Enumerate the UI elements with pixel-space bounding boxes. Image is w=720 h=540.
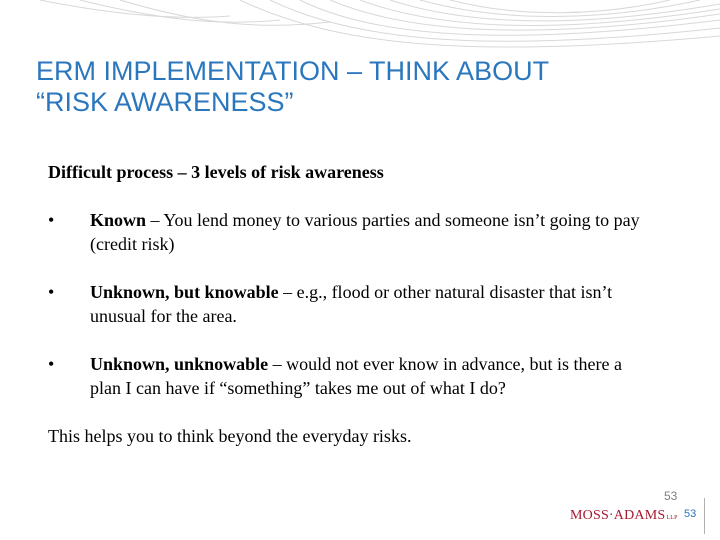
footer-slide-number: 53: [684, 508, 697, 520]
bullet-text: – would not ever know in advance, but is there a plan I can have if “something” takes me out of what I do?: [90, 354, 622, 398]
bullet-item: [48, 208, 648, 256]
logo-suffix: LLP: [666, 515, 678, 521]
bullet-marker: •: [48, 210, 55, 230]
bullet-term: Known: [90, 210, 147, 230]
bullet-marker: •: [48, 282, 55, 302]
bullet-text: – e.g., flood or other natural disaster that isn’t unusual for the area.: [90, 282, 613, 326]
slide-title-line: “RISK AWARENESS”: [36, 87, 294, 117]
slide-title-line: ERM IMPLEMENTATION – THINK ABOUT: [36, 56, 550, 86]
logo-text: MOSS·ADAMS: [570, 508, 666, 523]
bullet-list: [48, 208, 648, 400]
section-heading: Difficult process – 3 levels of risk awareness: [48, 162, 384, 182]
closing-statement: This helps you to think beyond the everyday risks.: [48, 426, 412, 446]
bullet-term: Unknown, unknowable: [90, 354, 269, 374]
bullet-item: [48, 280, 648, 328]
bullet-term: Unknown, but knowable: [90, 282, 279, 302]
decorative-lines-graphic: [0, 0, 720, 60]
bullet-marker: •: [48, 354, 55, 374]
bullet-text: – You lend money to various parties and someone isn’t going to pay (credit risk): [90, 210, 640, 254]
slide-number: 53: [664, 489, 678, 503]
slide-title: [36, 56, 676, 118]
moss-adams-logo: [570, 508, 678, 524]
slide-body: [48, 160, 648, 448]
footer-divider: [704, 498, 705, 534]
bullet-item: [48, 352, 648, 400]
